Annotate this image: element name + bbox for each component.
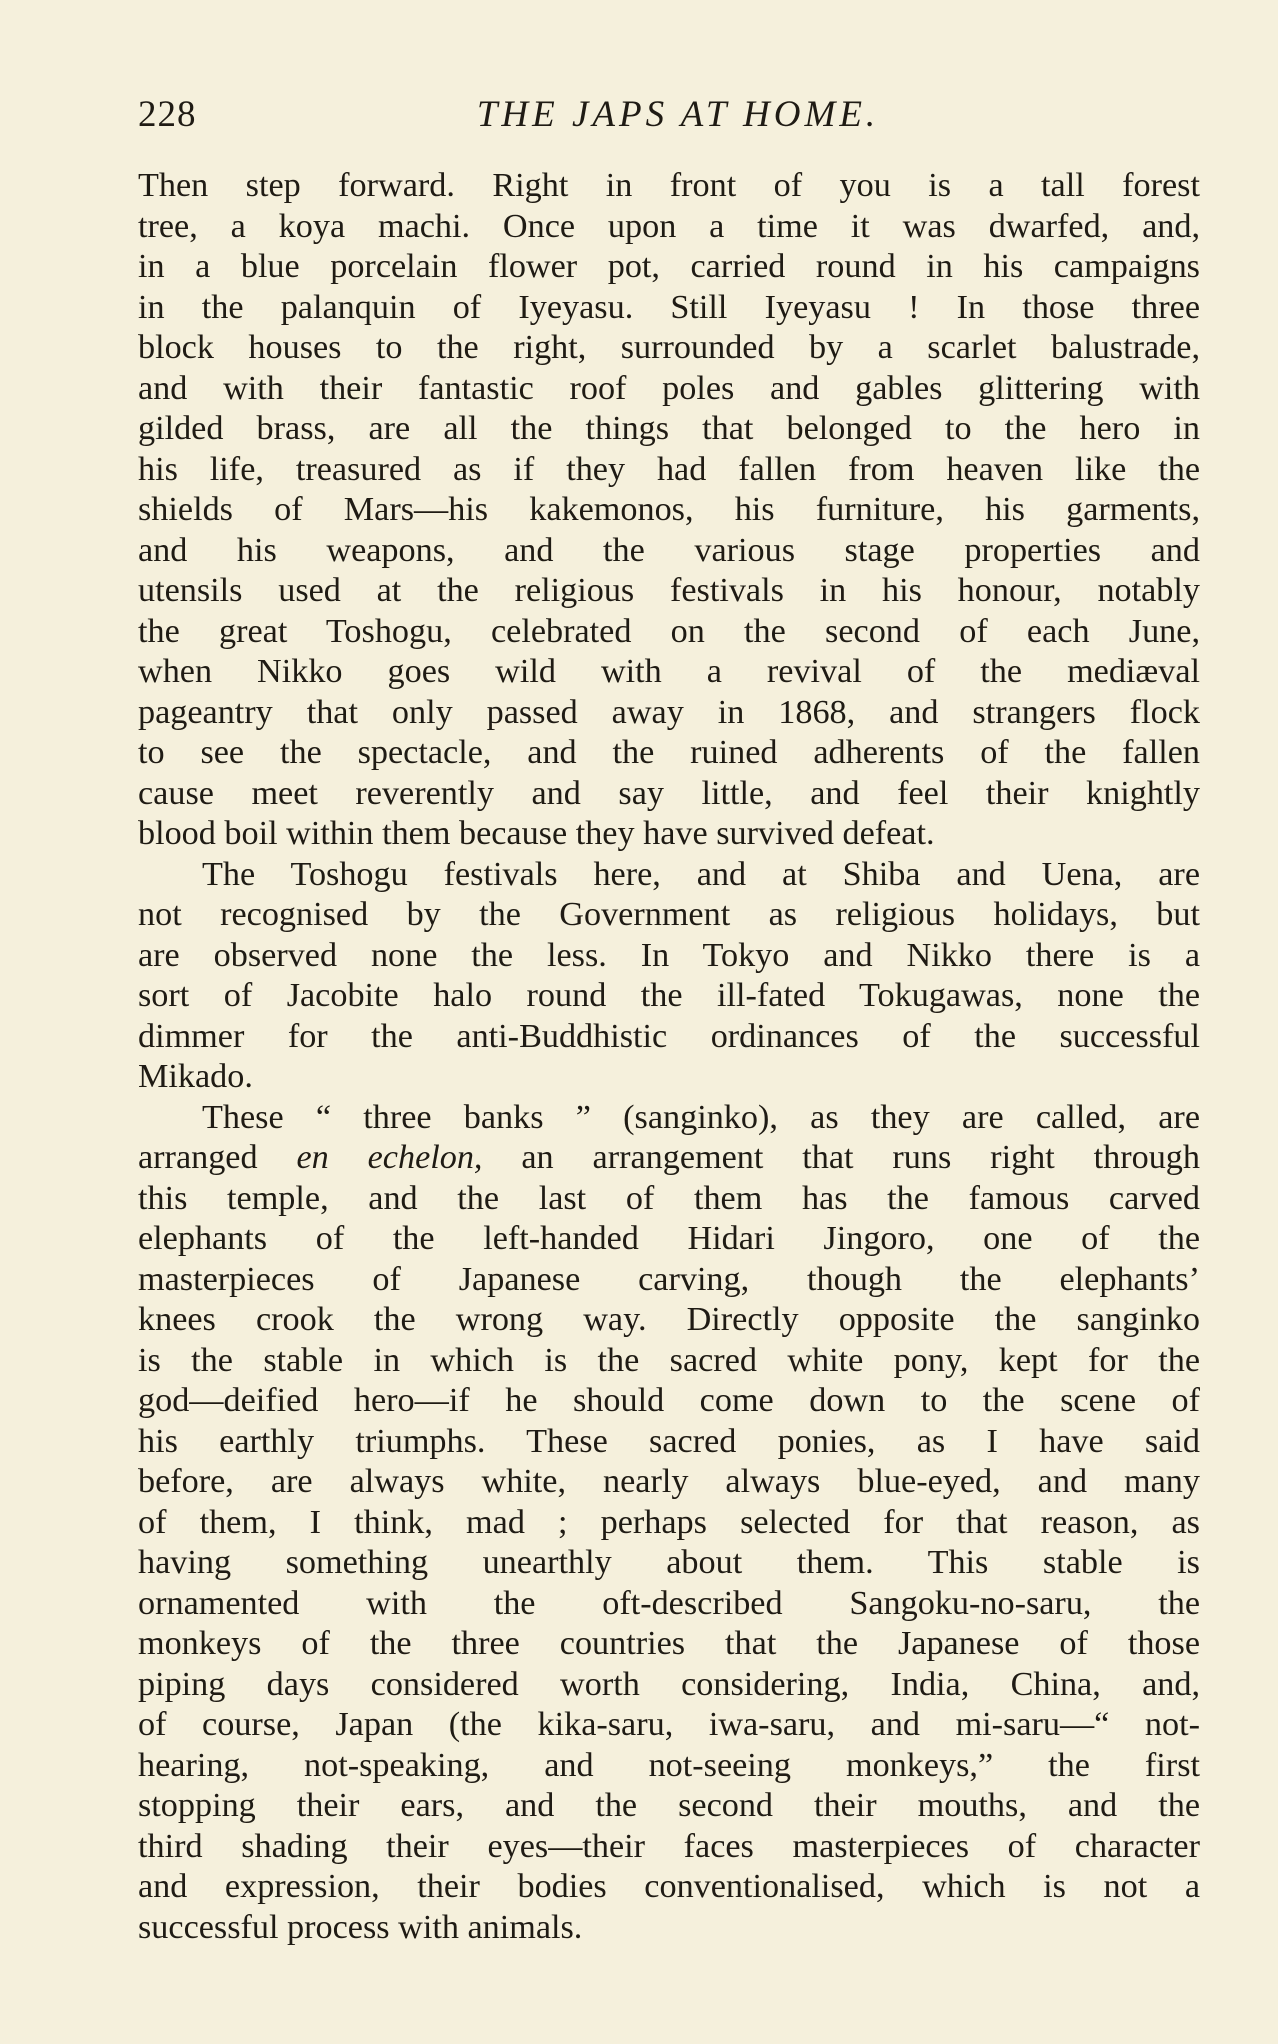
text-line: elephants of the left-handed Hidari Jingoro, one of the — [138, 1220, 1200, 1257]
text-line: ornamented with the oft-described Sangoku-no-saru, the — [138, 1584, 1200, 1622]
text-line: and expression, their bodies conventionalised, which is not a — [138, 1868, 1200, 1905]
text-segment: an arrangement that runs right through — [482, 1139, 1200, 1176]
text-line: hearing, not-speaking, and not-seeing monkeys,” the first — [138, 1746, 1200, 1784]
text-line: in a blue porcelain flower pot, carried round in his campaigns — [138, 248, 1200, 285]
running-title: THE JAPS AT HOME. — [476, 94, 880, 135]
text-segment: arranged — [138, 1139, 297, 1176]
text-line: when Nikko goes wild with a revival of the mediæval — [138, 653, 1200, 690]
text-line: and his weapons, and the various stage properties and — [138, 531, 1200, 569]
text-line: in the palanquin of Iyeyasu. Still Iyeyasu ! In those three — [138, 288, 1200, 326]
text-line: shields of Mars—his kakemonos, his furniture, his garments, — [138, 491, 1200, 528]
text-line: knees crook the wrong way. Directly opposite the sanginko — [138, 1301, 1200, 1338]
text-line: cause meet reverently and say little, and feel their knightly — [138, 774, 1200, 812]
text-line: and with their fantastic roof poles and gables glittering with — [138, 369, 1200, 407]
text-line: god—deified hero—if he should come down to the scene of — [138, 1382, 1200, 1419]
text-line: to see the spectacle, and the ruined adherents of the fallen — [138, 734, 1200, 771]
text-line: monkeys of the three countries that the Japanese of those — [138, 1625, 1200, 1662]
text-line: blood boil within them because they have survived defeat. — [138, 815, 935, 852]
text-line: masterpieces of Japanese carving, though the elephants’ — [138, 1260, 1200, 1298]
text-line: this temple, and the last of them has the famous carved — [138, 1179, 1200, 1217]
text-line: utensils used at the religious festivals in his honour, notably — [138, 572, 1200, 609]
text-line: before, are always white, nearly always blue-eyed, and many — [138, 1463, 1200, 1500]
text-line: pageantry that only passed away in 1868, and strangers flock — [138, 693, 1200, 731]
text-line: dimmer for the anti-Buddhistic ordinances of the successful — [138, 1017, 1200, 1055]
text-line: successful process with animals. — [138, 1908, 583, 1946]
page-number: 228 — [138, 94, 197, 135]
text-line: block houses to the right, surrounded by a scarlet balustrade, — [138, 329, 1200, 366]
running-head — [138, 90, 1198, 140]
text-line: the great Toshogu, celebrated on the second of each June, — [138, 612, 1200, 650]
text-line: his life, treasured as if they had fallen from heaven like the — [138, 450, 1200, 488]
text-line: not recognised by the Government as religious holidays, but — [138, 896, 1200, 933]
text-line: his earthly triumphs. These sacred ponies, as I have said — [138, 1422, 1200, 1460]
text-line: These “ three banks ” (sanginko), as they are called, are — [202, 1098, 1200, 1136]
text-line: Then step forward. Right in front of you is a tall forest — [138, 167, 1200, 204]
text-line: of course, Japan (the kika-saru, iwa-saru, and mi-saru—“ not- — [138, 1706, 1200, 1743]
text-line: The Toshogu festivals here, and at Shiba and Uena, are — [202, 855, 1200, 893]
text-line: are observed none the less. In Tokyo and Nikko there is a — [138, 936, 1200, 974]
text-line: stopping their ears, and the second their mouths, and the — [138, 1787, 1200, 1824]
text-line: gilded brass, are all the things that belonged to the hero in — [138, 410, 1200, 447]
text-line: sort of Jacobite halo round the ill-fated Tokugawas, none the — [138, 977, 1200, 1014]
text-line: of them, I think, mad ; perhaps selected for that reason, as — [138, 1503, 1200, 1541]
italic-phrase: en echelon, — [296, 1139, 483, 1176]
text-line: tree, a koya machi. Once upon a time it was dwarfed, and, — [138, 207, 1200, 245]
text-line: third shading their eyes—their faces masterpieces of character — [138, 1827, 1200, 1865]
body-text — [138, 166, 1200, 1948]
text-line — [138, 1138, 1200, 1179]
text-line: Mikado. — [138, 1058, 253, 1095]
text-line: piping days considered worth considering, India, China, and, — [138, 1665, 1200, 1703]
text-line: is the stable in which is the sacred white pony, kept for the — [138, 1341, 1200, 1379]
text-line: having something unearthly about them. This stable is — [138, 1544, 1200, 1581]
